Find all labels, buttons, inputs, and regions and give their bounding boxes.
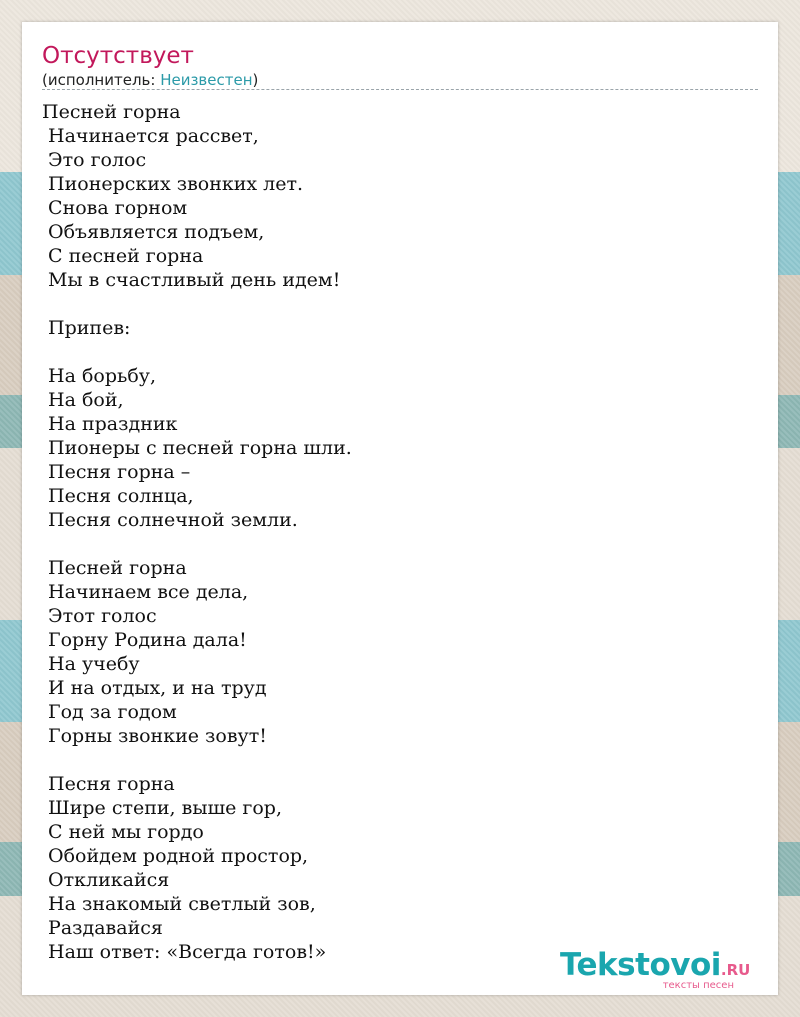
lyric-line: Песней горна: [42, 557, 187, 579]
lyric-line: И на отдых, и на труд: [42, 677, 267, 699]
lyric-line: Песней горна: [42, 101, 181, 123]
artist-prefix: (исполнитель:: [42, 71, 161, 89]
lyrics-card: [22, 22, 778, 995]
lyric-line: Это голос: [42, 149, 147, 171]
lyric-line: Пионеры с песней горна шли.: [42, 437, 352, 459]
logo-subtitle: тексты песен: [662, 980, 734, 991]
lyric-line: Раздавайся: [42, 917, 163, 939]
lyric-line: На борьбу,: [42, 365, 157, 387]
lyric-line: На праздник: [42, 413, 178, 435]
artist-line: [42, 71, 258, 89]
lyric-line: [42, 532, 352, 556]
song-title: Отсутствует: [42, 43, 194, 69]
lyric-line: Шире степи, выше гор,: [42, 797, 282, 819]
artist-link[interactable]: Неизвестен: [160, 71, 253, 89]
lyric-line: Горну Родина дала!: [42, 629, 247, 651]
lyric-line: Песня солнца,: [42, 485, 194, 507]
lyric-line: Начинаем все дела,: [42, 581, 249, 603]
site-logo[interactable]: [560, 949, 770, 993]
lyric-line: На знакомый светлый зов,: [42, 893, 316, 915]
lyric-line: С песней горна: [42, 245, 204, 267]
header-divider: [42, 89, 758, 90]
lyric-line: Песня солнечной земли.: [42, 509, 298, 531]
lyric-line: [42, 292, 352, 316]
logo-tld: .RU: [720, 961, 751, 979]
lyric-line: Обойдем родной простор,: [42, 845, 309, 867]
lyric-line: Мы в счастливый день идем!: [42, 269, 341, 291]
lyric-line: На учебу: [42, 653, 140, 675]
lyric-line: Песня горна –: [42, 461, 191, 483]
lyric-line: Горны звонкие зовут!: [42, 725, 267, 747]
lyric-line: Припев:: [42, 317, 131, 339]
lyric-line: На бой,: [42, 389, 124, 411]
lyric-line: [42, 340, 352, 364]
lyric-line: Откликайся: [42, 869, 170, 891]
lyric-line: Год за годом: [42, 701, 177, 723]
lyric-line: [42, 748, 352, 772]
lyric-line: Пионерских звонких лет.: [42, 173, 304, 195]
lyrics-text: [42, 100, 352, 964]
lyric-line: Этот голос: [42, 605, 157, 627]
lyric-line: С ней мы гордо: [42, 821, 204, 843]
lyric-line: Песня горна: [42, 773, 175, 795]
lyric-line: Начинается рассвет,: [42, 125, 259, 147]
artist-suffix: ): [252, 71, 259, 89]
lyric-line: Снова горном: [42, 197, 188, 219]
lyric-line: Объявляется подъем,: [42, 221, 265, 243]
lyric-line: Наш ответ: «Всегда готов!»: [42, 941, 327, 963]
logo-main-text: Tekstovoi: [560, 947, 721, 983]
